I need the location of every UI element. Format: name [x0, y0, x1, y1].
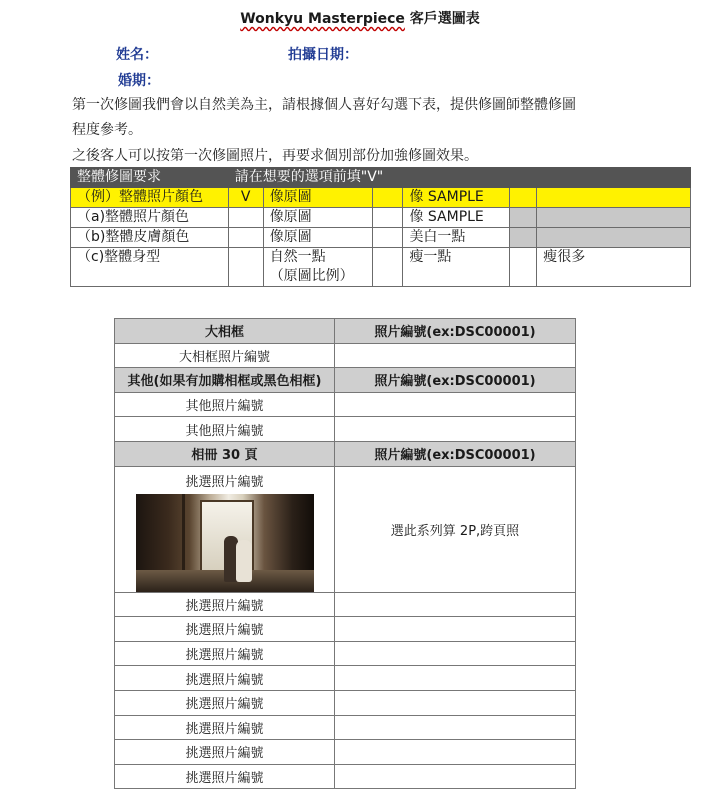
row-label: 挑選照片編號	[115, 715, 335, 740]
table-row	[71, 228, 691, 248]
photo-number-input[interactable]	[335, 764, 576, 789]
check-box[interactable]	[372, 228, 403, 248]
intro-line-1: 第一次修圖我們會以自然美為主，請根據個人喜好勾選下表，提供修圖師整體修圖	[72, 97, 576, 113]
retouch-preference-table	[70, 167, 691, 287]
check-box[interactable]	[228, 228, 263, 248]
brand-name: Wonkyu Masterpiece	[240, 11, 405, 27]
row-label: 大相框照片編號	[115, 343, 335, 368]
option-label	[537, 208, 691, 228]
option-label: 瘦一點	[403, 248, 510, 287]
example-row	[115, 466, 576, 592]
check-box[interactable]	[510, 188, 537, 208]
row-item: （b)整體皮膚顏色	[71, 228, 229, 248]
photo-number-header: 照片編號(ex:DSC00001)	[335, 319, 576, 344]
table-row	[115, 343, 576, 368]
big-frame-header: 大相框	[115, 319, 335, 344]
row-label: 其他照片編號	[115, 392, 335, 417]
option-label: 像原圖	[263, 228, 372, 248]
name-label: 姓名：	[116, 47, 158, 63]
table-row	[71, 188, 691, 208]
table-row	[115, 666, 576, 691]
other-header: 其他(如果有加購相框或黑色相框)	[115, 368, 335, 393]
section-header-row	[115, 441, 576, 466]
shoot-date-label: 拍攝日期：	[288, 47, 358, 63]
row-label: 挑選照片編號	[115, 617, 335, 642]
option-label: 像原圖	[263, 188, 372, 208]
table-row	[115, 690, 576, 715]
photo-bride	[236, 540, 252, 582]
option-label: 像原圖	[263, 208, 372, 228]
table-row	[115, 617, 576, 642]
photo-number-input[interactable]	[335, 666, 576, 691]
table-row	[115, 764, 576, 789]
row-label: 挑選照片編號	[115, 592, 335, 617]
intro-line-3: 之後客人可以按第一次修圖照片，再要求個別部份加強修圖效果。	[72, 148, 478, 164]
check-box[interactable]	[372, 188, 403, 208]
table-row	[115, 715, 576, 740]
photo-number-input[interactable]	[335, 715, 576, 740]
example-cell	[115, 466, 335, 592]
row-label: 挑選照片編號	[115, 666, 335, 691]
row-label: 挑選照片編號	[115, 641, 335, 666]
table-row	[115, 740, 576, 765]
photo-number-input[interactable]	[335, 343, 576, 368]
section-header-row	[115, 368, 576, 393]
photo-number-input[interactable]	[335, 617, 576, 642]
row-label: 挑選照片編號	[185, 474, 264, 490]
option-label: 像 SAMPLE	[403, 208, 510, 228]
example-wedding-photo	[136, 494, 314, 592]
row-label: 挑選照片編號	[115, 690, 335, 715]
title-suffix: 客戶選圖表	[404, 11, 480, 27]
header-instruction: 請在想要的選項前填"V"	[228, 168, 690, 188]
photo-number-header: 照片編號(ex:DSC00001)	[335, 441, 576, 466]
option-label: 美白一點	[403, 228, 510, 248]
row-label: 挑選照片編號	[115, 740, 335, 765]
row-item: （c)整體身型	[71, 248, 229, 287]
photo-number-input[interactable]	[335, 740, 576, 765]
check-box[interactable]	[372, 208, 403, 228]
album-header: 相冊 30 頁	[115, 441, 335, 466]
option-label	[263, 248, 372, 287]
check-box[interactable]: V	[228, 188, 263, 208]
photo-selection-table	[114, 318, 576, 789]
check-box[interactable]	[228, 208, 263, 228]
row-label: 其他照片編號	[115, 417, 335, 442]
header-requirement: 整體修圖要求	[71, 168, 229, 188]
row-item: （例）整體照片顏色	[71, 188, 229, 208]
table-row	[71, 248, 691, 287]
option-label: 像 SAMPLE	[403, 188, 510, 208]
check-box[interactable]	[510, 208, 537, 228]
row-item: （a)整體照片顏色	[71, 208, 229, 228]
table-header-row	[71, 168, 691, 188]
row-label: 挑選照片編號	[115, 764, 335, 789]
wedding-date-label: 婚期：	[118, 73, 160, 89]
check-box[interactable]	[228, 248, 263, 287]
table-row	[115, 392, 576, 417]
table-row	[71, 208, 691, 228]
example-note: 選此系列算 2P,跨頁照	[335, 466, 576, 592]
section-header-row	[115, 319, 576, 344]
check-box[interactable]	[510, 228, 537, 248]
intro-line-2: 程度參考。	[72, 122, 142, 138]
photo-number-input[interactable]	[335, 641, 576, 666]
table-row	[115, 641, 576, 666]
photo-number-input[interactable]	[335, 417, 576, 442]
photo-number-input[interactable]	[335, 392, 576, 417]
option-label	[537, 188, 691, 208]
option-label: 瘦很多	[537, 248, 691, 287]
check-box[interactable]	[372, 248, 403, 287]
table-row	[115, 592, 576, 617]
photo-number-header: 照片編號(ex:DSC00001)	[335, 368, 576, 393]
option-label-line-2: （原圖比例）	[269, 268, 354, 284]
option-label-line-1: 自然一點	[269, 249, 326, 265]
option-label	[537, 228, 691, 248]
form-title	[0, 8, 720, 28]
photo-number-input[interactable]	[335, 592, 576, 617]
check-box[interactable]	[510, 248, 537, 287]
table-row	[115, 417, 576, 442]
photo-number-input[interactable]	[335, 690, 576, 715]
